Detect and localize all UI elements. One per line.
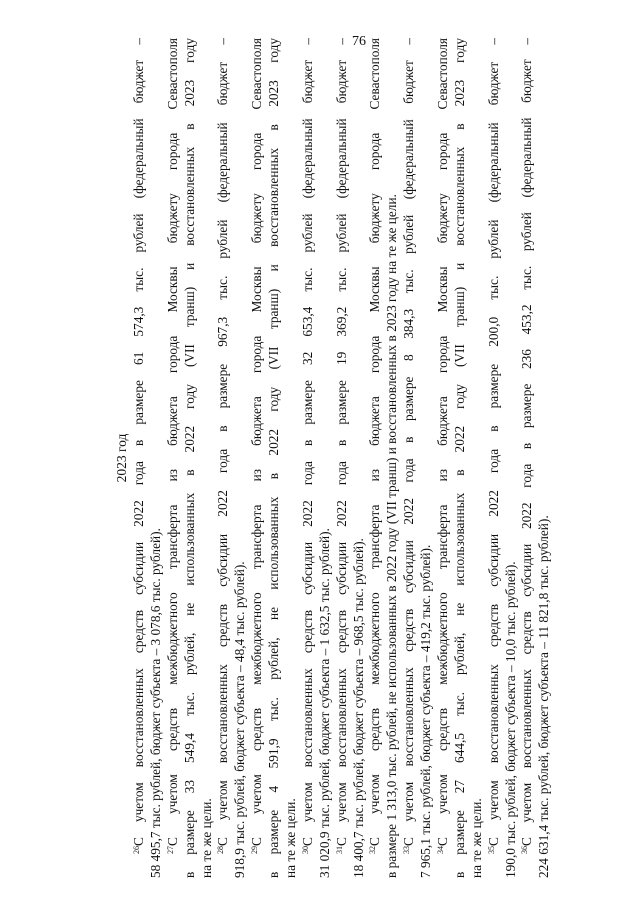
footnote-line-35: [486, 38, 503, 878]
footnote-text: С учетом средств межбюджетного трансферта из бюджета города Москвы бюджету города Севастополя: [435, 38, 451, 846]
rotated-footnotes-block: [113, 38, 553, 878]
footnote-text: С учетом средств межбюджетного трансферта из бюджета города Москвы бюджету города Севастополя: [367, 38, 383, 846]
footnote-continuation-line: [418, 38, 435, 878]
footnote-text: 190,0 тыс. рублей, бюджет субъекта – 10,0 тыс. рублей).: [502, 561, 518, 878]
footnote-marker: 27: [165, 846, 175, 854]
footnote-text: на те же цели.: [468, 798, 484, 878]
footnote-line-34: [435, 38, 452, 878]
footnote-marker: 33: [402, 846, 412, 854]
footnote-line-27: [165, 38, 182, 878]
footnote-text: в размере 27 644,5 тыс. рублей, не использованных в 2022 году (VII транш) и восстановленных в 2023 году: [451, 38, 467, 878]
footnote-continuation-line: [148, 38, 165, 878]
footnote-continuation-line: [283, 38, 300, 878]
footnote-line-31: [334, 38, 351, 878]
footnote-marker: 30: [300, 846, 310, 854]
footnote-line-28: [215, 38, 232, 878]
footnote-text: С учетом восстановленных средств субсидии 2022 года в размере 967,3 тыс. рублей (федеральный бюджет –: [215, 38, 231, 846]
footnote-text: на те же цели.: [198, 798, 214, 878]
footnote-text: в размере 1 313,0 тыс. рублей, не использованных в 2022 году (VII транш) и восстановленных в 2023 году на те же цели.: [384, 194, 400, 878]
footnote-text: 224 631,4 тыс. рублей, бюджет субъекта – 11 821,8 тыс. рублей).: [536, 515, 552, 878]
footnote-continuation-line: [351, 38, 368, 878]
footnote-marker: 36: [520, 846, 530, 854]
footnote-continuation-line: [199, 38, 216, 878]
footnote-marker: 28: [216, 846, 226, 854]
footnotes-list: [131, 38, 553, 878]
footnote-marker: 26: [132, 846, 141, 854]
footnote-continuation-line: [503, 38, 520, 878]
footnote-line-32: [367, 38, 384, 878]
footnote-continuation-line: [536, 38, 553, 878]
footnote-continuation-line: [317, 38, 334, 878]
footnote-text: С учетом восстановленных средств субсидии 2022 года в размере 61 574,3 тыс. рублей (федеральный бюджет –: [131, 38, 146, 846]
footnote-continuation-line: [452, 38, 469, 878]
footnote-text: С учетом средств межбюджетного трансферта из бюджета города Москвы бюджету города Севастополя: [249, 38, 265, 846]
footnote-continuation-line: [266, 38, 283, 878]
footnote-continuation-line: [469, 38, 486, 878]
footnote-text: в размере 33 549,4 тыс. рублей, не использованных в 2022 году (VII транш) и восстановленных в 2023 году: [181, 38, 197, 878]
footnote-text: 58 495,7 тыс. рублей, бюджет субъекта – 3 078,6 тыс. рублей).: [147, 528, 163, 878]
footnote-marker: 34: [436, 846, 446, 854]
footnote-continuation-line: [384, 38, 401, 878]
footnote-text: 18 400,7 тыс. рублей, бюджет субъекта – 968,5 тыс. рублей).: [350, 538, 366, 878]
footnote-marker: 32: [368, 846, 378, 854]
footnote-line-36: [519, 38, 536, 878]
footnote-text: С учетом восстановленных средств субсидии 2022 года в размере 236 453,2 тыс. рублей (федеральный бюджет –: [519, 38, 535, 846]
footnote-text: С учетом восстановленных средств субсидии 2022 года в размере 19 369,2 тыс. рублей (федеральный бюджет –: [333, 38, 349, 846]
footnote-text: С учетом восстановленных средств субсидии 2022 года в размере 200,0 тыс. рублей (федеральный бюджет –: [485, 38, 501, 846]
footnote-continuation-line: [182, 38, 199, 878]
footnote-text: С учетом восстановленных средств субсидии 2022 года в размере 32 653,4 тыс. рублей (федеральный бюджет –: [299, 38, 315, 846]
footnote-text: на те же цели.: [283, 798, 299, 878]
footnote-marker: 35: [486, 846, 496, 854]
year-heading: 2023 год: [114, 433, 129, 483]
footnote-text: 7 965,1 тыс. рублей, бюджет субъекта – 419,2 тыс. рублей).: [418, 544, 434, 878]
footnote-text: С учетом средств межбюджетного трансферта из бюджета города Москвы бюджету города Севастополя: [164, 38, 180, 846]
footnote-line-30: [300, 38, 317, 878]
page-number: 76: [352, 34, 366, 49]
footnote-text: в размере 4 591,9 тыс. рублей, не использованных в 2022 году (VII транш) и восстановленных в 2023 году: [266, 38, 282, 878]
footnote-line-29: [249, 38, 266, 878]
footnote-line-33: [401, 38, 418, 878]
footnote-line-26: [131, 38, 148, 878]
footnote-text: 918,9 тыс. рублей, бюджет субъекта – 48,4 тыс. рублей).: [232, 561, 248, 878]
footnote-marker: 31: [334, 846, 344, 854]
footnote-text: С учетом восстановленных средств субсидии 2022 года в размере 8 384,3 тыс. рублей (федеральный бюджет –: [401, 38, 417, 846]
footnote-marker: 29: [250, 846, 260, 854]
footnote-text: 31 020,9 тыс. рублей, бюджет субъекта – 1 632,5 тыс. рублей).: [316, 528, 332, 878]
footnote-continuation-line: [232, 38, 249, 878]
